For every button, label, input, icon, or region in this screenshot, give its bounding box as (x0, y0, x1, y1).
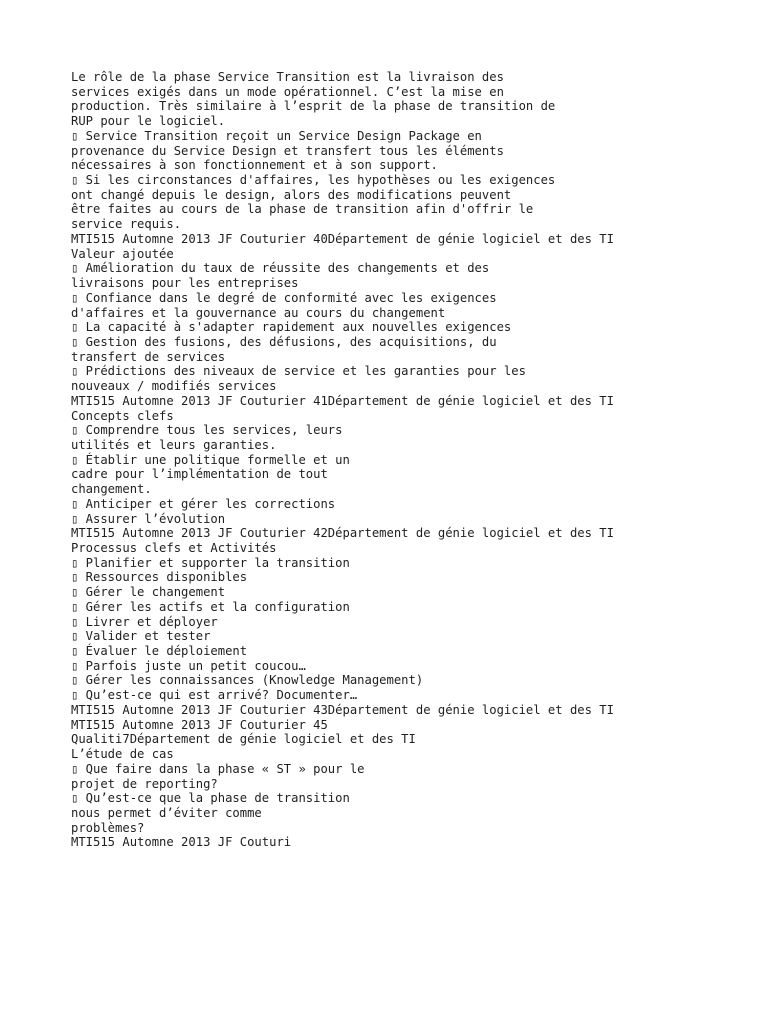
text-line: projet de reporting? (71, 776, 218, 791)
text-line: d'affaires et la gouvernance au cours du changement (71, 305, 446, 320)
text-line: ▯ Valider et tester (71, 629, 211, 644)
text-line: ▯ Assurer l’évolution (71, 511, 226, 526)
text-line: nouveaux / modifiés services (71, 379, 277, 394)
text-line: ▯ Amélioration du taux de réussite des changements et des (71, 261, 490, 276)
document-text (71, 70, 751, 850)
text-line: Le rôle de la phase Service Transition est la livraison des (71, 70, 504, 84)
text-line: ▯ Qu’est-ce qui est arrivé? Documenter… (71, 688, 358, 703)
text-line: ▯ Livrer et déployer (71, 614, 218, 629)
text-line: ▯ Évaluer le déploiement (71, 644, 248, 659)
text-line: Concepts clefs (71, 408, 174, 423)
text-line: ▯ Gérer le changement (71, 585, 226, 600)
text-line: transfert de services (71, 349, 226, 364)
text-line: ▯ Ressources disponibles (71, 570, 248, 585)
text-line: ▯ Parfois juste un petit coucou… (71, 658, 306, 673)
text-line: Valeur ajoutée (71, 246, 174, 261)
text-line: ▯ Comprendre tous les services, leurs (71, 423, 343, 438)
text-line: nécessaires à son fonctionnement et à son support. (71, 158, 438, 173)
text-line: changement. (71, 482, 152, 497)
text-line: ont changé depuis le design, alors des modifications peuvent (71, 187, 512, 202)
text-line: livraisons pour les entreprises (71, 276, 299, 291)
text-line: ▯ Service Transition reçoit un Service Design Package en (71, 128, 482, 143)
text-line: ▯ La capacité à s'adapter rapidement aux nouvelles exigences (71, 320, 512, 335)
text-line: ▯ Si les circonstances d'affaires, les hypothèses ou les exigences (71, 173, 556, 188)
text-line: ▯ Gérer les actifs et la configuration (71, 599, 350, 614)
text-line: ▯ Qu’est-ce que la phase de transition (71, 791, 350, 806)
text-line: MTI515 Automne 2013 JF Couturier 42Département de génie logiciel et des TI (71, 526, 614, 541)
text-line: ▯ Confiance dans le degré de conformité avec les exigences (71, 290, 497, 305)
text-line: MTI515 Automne 2013 JF Couturier 45 (71, 717, 328, 732)
text-line: ▯ Planifier et supporter la transition (71, 555, 350, 570)
text-line: problèmes? (71, 820, 145, 835)
text-line: utilités et leurs garanties. (71, 437, 277, 452)
text-line: MTI515 Automne 2013 JF Couturier 41Département de génie logiciel et des TI (71, 393, 614, 408)
text-line: RUP pour le logiciel. (71, 114, 226, 129)
text-line: ▯ Établir une politique formelle et un (71, 452, 350, 467)
text-line: MTI515 Automne 2013 JF Couturier 43Département de génie logiciel et des TI (71, 702, 614, 717)
text-line: ▯ Gérer les connaissances (Knowledge Management) (71, 673, 424, 688)
text-line: ▯ Gestion des fusions, des défusions, des acquisitions, du (71, 334, 497, 349)
text-line: MTI515 Automne 2013 JF Couturi (71, 835, 292, 850)
text-line: services exigés dans un mode opérationnel. C’est la mise en (71, 84, 504, 99)
text-line: ▯ Que faire dans la phase « ST » pour le (71, 761, 365, 776)
text-line: production. Très similaire à l’esprit de la phase de transition de (71, 99, 556, 114)
text-line: ▯ Prédictions des niveaux de service et les garanties pour les (71, 364, 526, 379)
text-line: service requis. (71, 217, 182, 232)
text-line: L’étude de cas (71, 747, 174, 762)
text-line: nous permet d’éviter comme (71, 805, 262, 820)
text-line: cadre pour l’implémentation de tout (71, 467, 328, 482)
text-line: Processus clefs et Activités (71, 541, 277, 555)
text-line: ▯ Anticiper et gérer les corrections (71, 496, 336, 511)
text-line: être faites au cours de la phase de transition afin d'offrir le (71, 202, 534, 217)
text-line: MTI515 Automne 2013 JF Couturier 40Département de génie logiciel et des TI (71, 231, 614, 246)
text-line: Qualiti7Département de génie logiciel et des TI (71, 732, 416, 747)
text-line: provenance du Service Design et transfert tous les éléments (71, 143, 504, 158)
